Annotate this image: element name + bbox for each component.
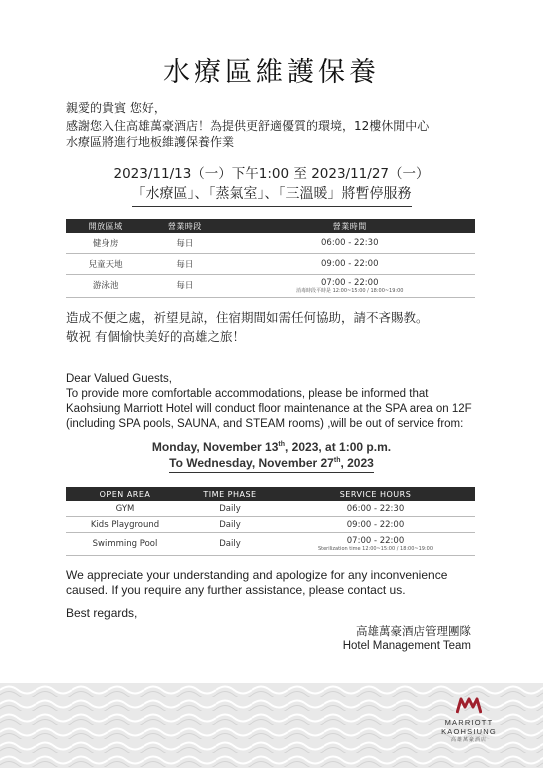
en-table-header-area: OPEN AREA — [66, 487, 184, 501]
zh-sterilization-note: 消毒時段平時是 12:00~15:00 / 18:00~19:00 — [296, 288, 404, 294]
en-area-kids: Kids Playground — [66, 517, 184, 533]
en-phase: Daily — [184, 533, 276, 556]
zh-closure-notice-text: 「水療區」、「蒸氣室」、「三溫暖」將暫停服務 — [132, 183, 412, 207]
zh-area-pool: 游泳池 — [66, 275, 145, 298]
table-row — [66, 275, 475, 298]
logo-line1: MARRIOTT — [444, 718, 494, 727]
en-hours-cell — [276, 533, 475, 556]
page-title: 水療區維護保養 — [163, 57, 380, 88]
en-hours: 06:00 - 22:30 — [276, 501, 475, 517]
en-closing-line2: caused. If you require any further assistance, please contact us. — [66, 583, 406, 597]
zh-closing-line1: 造成不便之處，祈望見諒，住宿期間如需任何協助，請不吝賜教。 — [66, 310, 429, 325]
logo-line2: KAOHSIUNG — [441, 727, 497, 736]
zh-hours-table — [66, 219, 475, 298]
en-date-to — [0, 456, 543, 473]
en-date-from-sup: th — [278, 441, 286, 448]
table-row — [66, 501, 475, 517]
signature-en: Hotel Management Team — [342, 640, 471, 652]
logo-line3: 高雄萬豪酒店 — [450, 737, 487, 743]
en-phase: Daily — [184, 501, 276, 517]
zh-greeting: 親愛的貴賓 您好， — [66, 101, 166, 115]
en-area-pool: Swimming Pool — [66, 533, 184, 556]
zh-area-gym: 健身房 — [66, 233, 145, 254]
en-date-from-text: Monday, November 13 — [151, 440, 279, 454]
zh-table-header-hours: 營業時間 — [225, 219, 476, 233]
zh-date-range: 2023/11/13（一）下午1:00 至 2023/11/27（一） — [113, 166, 430, 182]
en-table-header-hours: SERVICE HOURS — [276, 487, 475, 501]
zh-closing-line2: 敬祝 有個愉快美好的高雄之旅！ — [66, 329, 245, 344]
en-date-to-sup: th — [333, 457, 341, 464]
marriott-logo — [429, 696, 509, 743]
zh-hours: 06:00 - 22:30 — [225, 233, 476, 254]
zh-phase: 每日 — [145, 275, 224, 298]
zh-table-header-phase: 營業時段 — [145, 219, 224, 233]
signature-zh: 高雄萬豪酒店管理團隊 — [356, 624, 471, 638]
en-hours-table — [66, 487, 475, 556]
en-date-to-box — [169, 456, 374, 473]
en-date-to-rest: , 2023 — [340, 456, 374, 470]
table-row — [66, 233, 475, 254]
zh-table-header-area: 開放區域 — [66, 219, 145, 233]
en-area-gym: GYM — [66, 501, 184, 517]
zh-hours: 09:00 - 22:00 — [225, 254, 476, 275]
en-date-from-rest: , 2023, at 1:00 p.m. — [285, 440, 392, 454]
en-greeting: Dear Valued Guests, — [66, 373, 172, 385]
zh-phase: 每日 — [145, 254, 224, 275]
zh-paragraph-line1: 感謝您入住高雄萬豪酒店！為提供更舒適優質的環境，12樓休閒中心 — [66, 119, 430, 133]
en-hours: 09:00 - 22:00 — [276, 517, 475, 533]
en-closing-line1: We appreciate your understanding and apologize for any inconvenience — [66, 568, 448, 582]
table-row — [66, 254, 475, 275]
en-regards: Best regards, — [66, 606, 138, 620]
zh-paragraph-line2: 水療區將進行地板維護保養作業 — [66, 135, 235, 149]
en-date-from — [0, 440, 543, 454]
zh-hours-cell — [225, 275, 476, 298]
en-table-header-phase: TIME PHASE — [184, 487, 276, 501]
zh-hours: 07:00 - 22:00 — [321, 278, 379, 288]
en-paragraph-line2: Kaohsiung Marriott Hotel will conduct floor maintenance at the SPA area on 12F — [66, 403, 472, 415]
table-row — [66, 517, 475, 533]
table-row — [66, 533, 475, 556]
zh-phase: 每日 — [145, 233, 224, 254]
zh-closure-notice — [0, 183, 543, 207]
en-date-to-text: To Wednesday, November 27 — [169, 456, 334, 470]
en-hours: 07:00 - 22:00 — [346, 536, 405, 546]
en-sterilization-note: Sterilization time 12:00~15:00 / 18:00~19:00 — [317, 546, 434, 552]
en-paragraph-line3: (including SPA pools, SAUNA, and STEAM rooms) ,will be out of service from: — [66, 418, 464, 430]
en-phase: Daily — [184, 517, 276, 533]
zh-area-kids: 兒童天地 — [66, 254, 145, 275]
en-paragraph-line1: To provide more comfortable accommodations, please be informed that — [66, 388, 429, 400]
marriott-m-icon — [456, 696, 482, 714]
